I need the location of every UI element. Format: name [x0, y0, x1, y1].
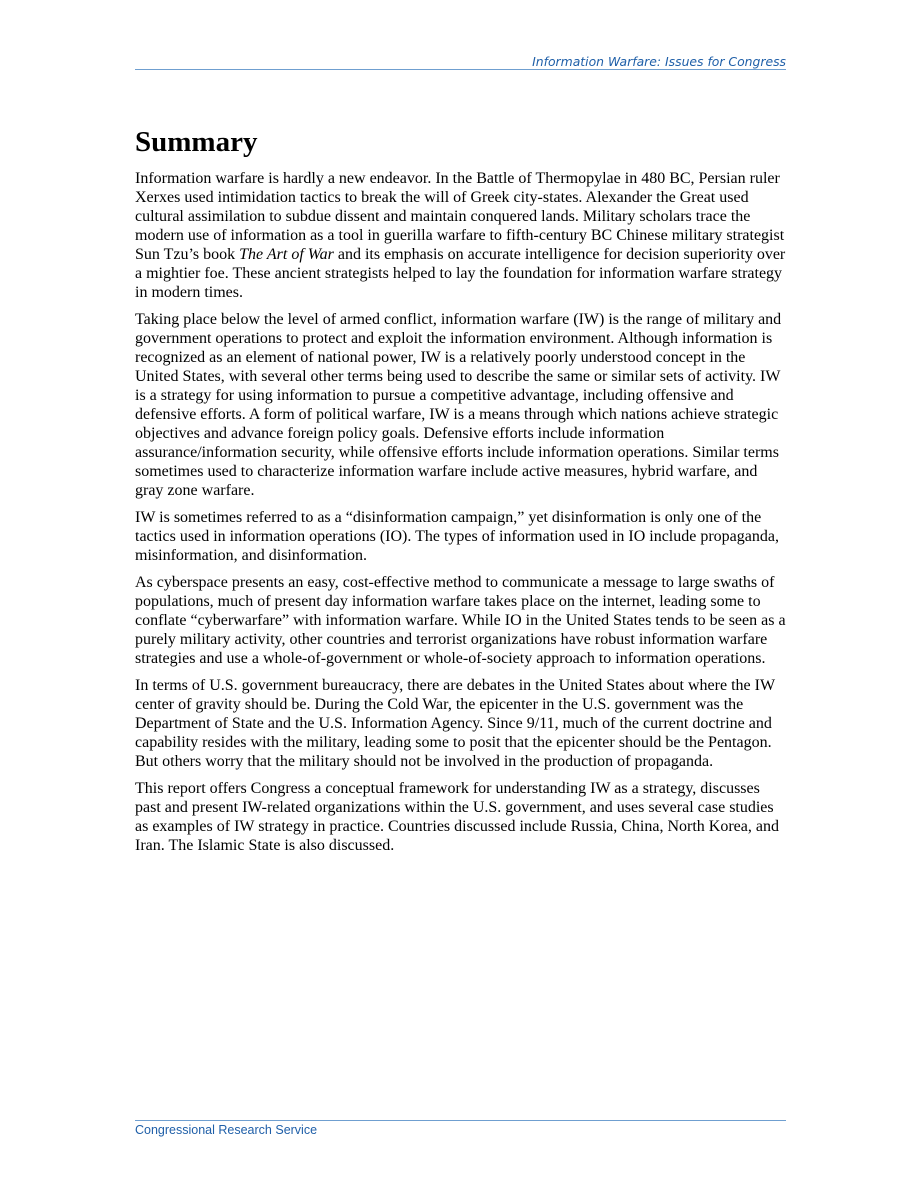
summary-paragraph-1 [135, 169, 786, 302]
footer-publisher: Congressional Research Service [135, 1123, 318, 1137]
running-header-title: Information Warfare: Issues for Congress [532, 54, 786, 69]
summary-paragraph-3: IW is sometimes referred to as a “disinformation campaign,” yet disinformation is only one of the tactics used in information operations (IO). The types of information used in IO include propaganda, misinformation, and disinformation. [135, 509, 779, 564]
page-title: Summary [135, 126, 258, 158]
summary-paragraph-6: This report offers Congress a conceptual framework for understanding IW as a strategy, discusses past and present IW-related organizations within the U.S. government, and uses several case studies as examples of IW strategy in practice. Countries discussed include Russia, China, North Korea, and Iran. The Islamic State is also discussed. [135, 780, 779, 854]
page-body [135, 120, 786, 863]
summary-paragraph-4: As cyberspace presents an easy, cost-effective method to communicate a message to large swaths of populations, much of present day information warfare takes place on the internet, leading some to conflate “cyberwarfare” with information warfare. While IO in the United States tends to be seen as a purely military activity, other countries and terrorist organizations have robust information warfare strategies and use a whole-of-government or whole-of-society approach to information operations. [135, 574, 786, 667]
paragraph-1-text-a: Information warfare is hardly a new endeavor. In the Battle of Thermopylae in 480 BC, Persian ruler Xerxes used intimidation tactics to break the will of Greek city-states. Alexander the Great used cultural assimilation to subdue dissent and maintain conquered lands. Military scholars trace the modern use of information as a tool in guerilla warfare to fifth-century BC Chinese military strategist Sun Tzu’s book [135, 170, 785, 263]
header-rule [135, 69, 786, 70]
summary-paragraph-2: Taking place below the level of armed conflict, information warfare (IW) is the range of military and government operations to protect and exploit the information environment. Although information is recognized as an element of national power, IW is a relatively poorly understood concept in the United States, with several other terms being used to describe the same or similar sets of activity. IW is a strategy for using information to pursue a competitive advantage, including offensive and defensive efforts. A form of political warfare, IW is a means through which nations achieve strategic objectives and advance foreign policy goals. Defensive efforts include information assurance/information security, while offensive efforts include information operations. Similar terms sometimes used to characterize information warfare include active measures, hybrid warfare, and gray zone warfare. [135, 311, 782, 499]
summary-paragraph-5: In terms of U.S. government bureaucracy, there are debates in the United States about where the IW center of gravity should be. During the Cold War, the epicenter in the U.S. government was the Department of State and the U.S. Information Agency. Since 9/11, much of the current doctrine and capability resides with the military, leading some to posit that the epicenter should be the Pentagon. But others worry that the military should not be involved in the production of propaganda. [135, 677, 775, 770]
footer-rule [135, 1120, 786, 1121]
paragraph-1-text-b: and its emphasis on accurate intelligence for decision superiority over a mightier foe. These ancient strategists helped to lay the foundation for information warfare strategy in modern times. [135, 246, 786, 301]
book-title-art-of-war: The Art of War [239, 246, 334, 263]
